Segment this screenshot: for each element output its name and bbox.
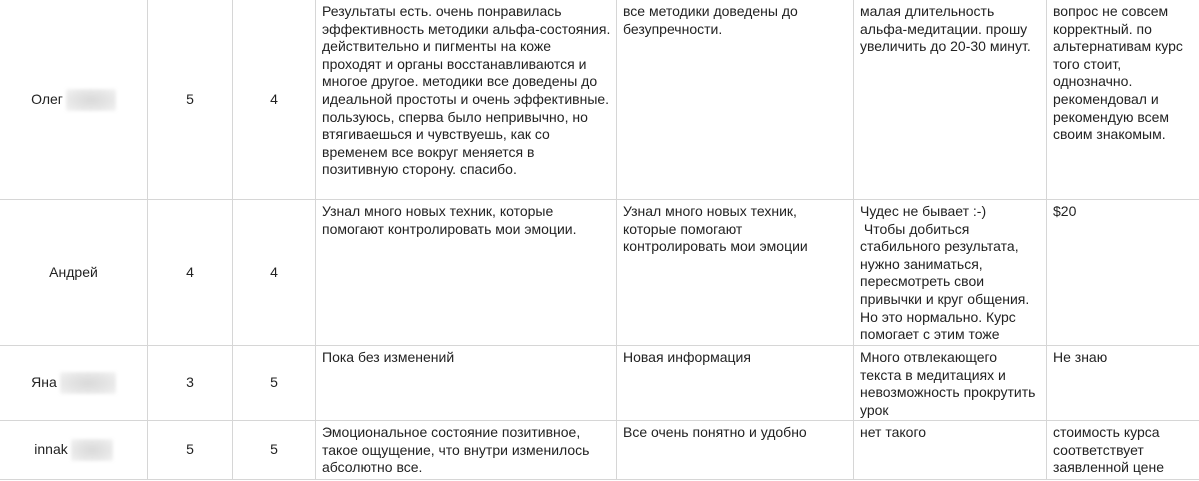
text-cell[interactable]: малая длительность альфа-медитации. прошу увеличить до 20-30 минут.: [854, 0, 1047, 199]
name-text: Яна: [31, 374, 57, 391]
table-row: [0, 421, 1199, 479]
table-row: [0, 346, 1199, 420]
text-cell[interactable]: Все очень понятно и удобно: [617, 421, 854, 479]
text-cell[interactable]: Не знаю: [1053, 349, 1108, 365]
text-cell[interactable]: Много отвлекающего текста в медитациях и невозможность прокрутить урок: [854, 346, 1047, 420]
score-cell[interactable]: 4: [233, 0, 316, 199]
text-cell[interactable]: вопрос не совсем корректный. по альтернативам курс того стоит, однозначно. рекомендовал и рекомендую всем своим знакомым.: [1053, 3, 1187, 143]
name-text: innak: [34, 441, 68, 458]
text-cell[interactable]: Чудес не бывает :-) Чтобы добиться стабильного результата, нужно заниматься, пересмотреть свои привычки и круг общения. Но это нормально. Курс помогает с этим тоже: [854, 200, 1047, 345]
score-cell[interactable]: 3: [148, 346, 233, 420]
name-text: Андрей: [49, 263, 98, 280]
score-cell[interactable]: 5: [148, 0, 233, 199]
text-cell[interactable]: нет такого: [854, 421, 1047, 479]
table-row: [0, 200, 1199, 345]
text-cell[interactable]: стоимость курса соответствует заявленной цене: [1053, 424, 1164, 476]
name-cell[interactable]: [0, 421, 148, 479]
score-cell[interactable]: 4: [233, 200, 316, 345]
text-cell[interactable]: Результаты есть. очень понравилась эффективность методики альфа-состояния. действительно и пигменты на коже проходят и органы восстанавливаются и многое другое. методики все доведены до идеальной простоты и очень эффективные. пользуюсь, сперва было непривычно, но втягиваешься и чувствуешь, как со временем все вокруг меняется в позитивную сторону. спасибо.: [316, 0, 617, 199]
text-cell[interactable]: Узнал много новых техник, которые помогают контролировать мои эмоции: [617, 200, 854, 345]
text-cell[interactable]: Узнал много новых техник, которые помогают контролировать мои эмоции.: [316, 200, 617, 345]
score-cell[interactable]: 5: [148, 421, 233, 479]
name-cell[interactable]: [0, 200, 148, 345]
redacted-surname: [60, 372, 116, 394]
name-cell[interactable]: [0, 346, 148, 420]
score-cell[interactable]: 5: [233, 346, 316, 420]
score-cell[interactable]: 4: [148, 200, 233, 345]
text-cell[interactable]: Эмоциональное состояние позитивное, такое ощущение, что внутри изменилось абсолютно все.: [316, 421, 617, 479]
text-cell[interactable]: Новая информация: [617, 346, 854, 420]
name-text: Олег: [31, 90, 63, 107]
name-cell[interactable]: [0, 0, 148, 199]
table-row: [0, 0, 1199, 199]
score-cell[interactable]: 5: [233, 421, 316, 479]
text-cell[interactable]: Пока без изменений: [316, 346, 617, 420]
text-cell[interactable]: $20: [1053, 203, 1077, 219]
text-cell[interactable]: все методики доведены до безупречности.: [617, 0, 854, 199]
redacted-surname: [66, 89, 116, 111]
redacted-surname: [71, 439, 113, 461]
row-divider: [0, 479, 1199, 480]
